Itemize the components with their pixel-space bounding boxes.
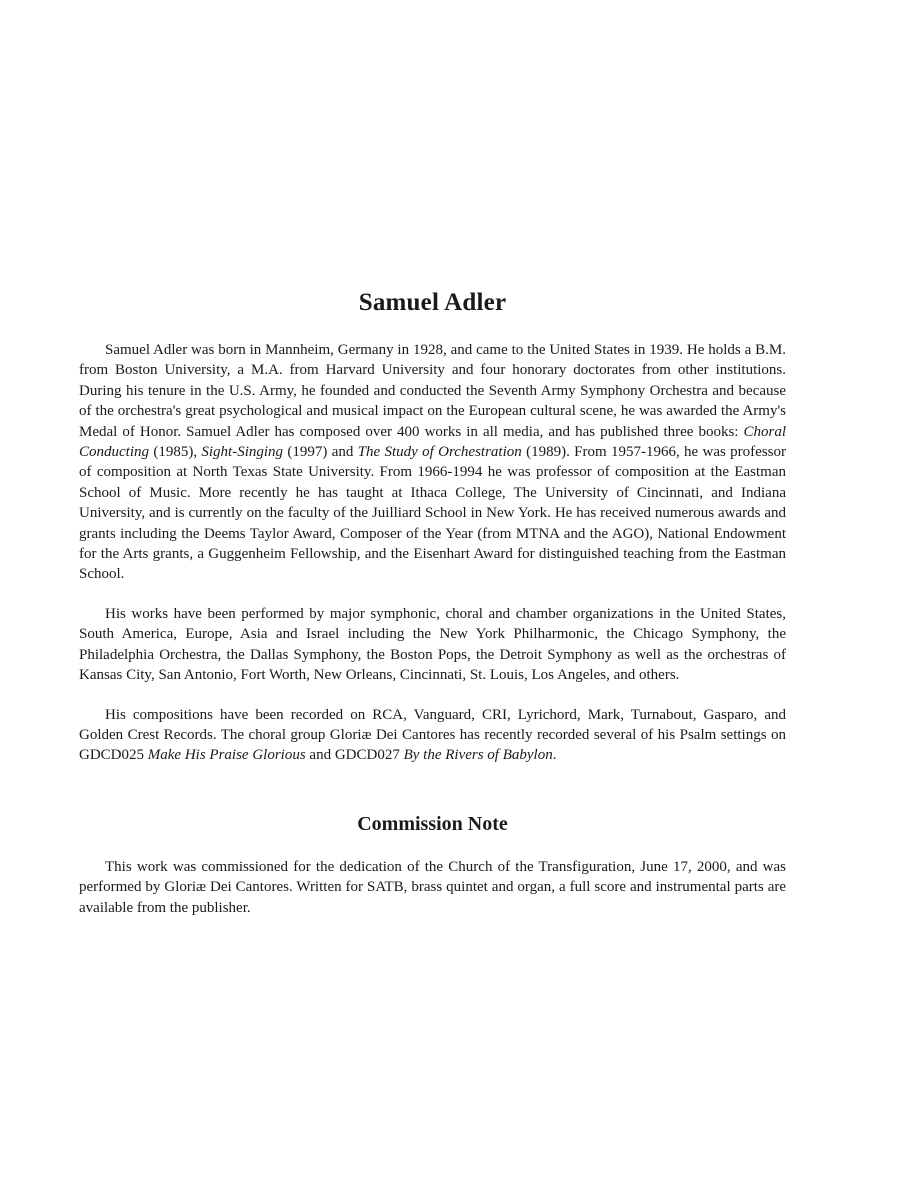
bio-p3-text-2: and GDCD027 <box>305 747 404 764</box>
bio-p1-text-3: (1997) and <box>283 444 358 461</box>
bio-paragraph-3 <box>79 705 786 766</box>
bio-paragraph-1 <box>79 340 786 585</box>
bio-p3-text-3: . <box>552 747 557 764</box>
book-title-sight-singing: Sight-Singing <box>201 444 284 461</box>
commission-note-paragraph: This work was commissioned for the dedication of the Church of the Transfiguration, June 17, 2000, and was performed by Gloriæ Dei Cantores. Written for SATB, brass quintet and organ, a full score and instrumental parts are available from the publisher. <box>79 858 786 916</box>
bio-paragraph-2: His works have been performed by major symphonic, choral and chamber organizations in the United States, South America, Europe, Asia and Israel including the New York Philharmonic, the Chicago Symphony, the Philadelphia Orchestra, the Dallas Symphony, the Boston Pops, the Detroit Symphony as well as the orchestras of Kansas City, San Antonio, Fort Worth, New Orleans, Cincinnati, St. Louis, Los Angeles, and others. <box>79 605 786 684</box>
bio-p1-text-2: (1985), <box>149 444 202 461</box>
album-title-by-the-rivers-of-babylon: By the Rivers of Babylon <box>403 747 553 764</box>
album-title-make-his-praise-glorious: Make His Praise Glorious <box>147 747 306 764</box>
page-title: Samuel Adler <box>358 289 507 316</box>
book-title-study-of-orchestration: The Study of Orchestration <box>357 444 522 461</box>
document-page <box>79 284 786 937</box>
commission-note-section <box>79 857 786 918</box>
bio-p1-text-4: (1989). From 1957-1966, he was professor of composition at North Texas State University. From 1966-1994 he was professor of composition at the Eastman School of Music. More recently he has taught at Ithaca College, The University of Cincinnati, and Indiana University, and is currently on the faculty of the Juilliard School in New York. He has received numerous awards and grants including the Deems Taylor Award, Composer of the Year (from MTNA and the AGO), National Endowment for the Arts grants, a Guggenheim Fellowship, and the Eisenhart Award for distinguished teaching from the Eastman School. <box>79 444 786 583</box>
bio-p1-text-1: Samuel Adler was born in Mannheim, Germany in 1928, and came to the United States in 1939. He holds a B.M. from Boston University, a M.A. from Harvard University and four honorary doctorates from other institutions. During his tenure in the U.S. Army, he founded and conducted the Seventh Army Symphony Orchestra and because of the orchestra's great psychological and musical impact on the European cultural scene, he was awarded the Army's Medal of Honor. Samuel Adler has composed over 400 works in all media, and has published three books: <box>79 342 786 440</box>
bio-p3-text-1: His compositions have been recorded on RCA, Vanguard, CRI, Lyrichord, Mark, Turnabout, Gasparo, and Golden Crest Records. The choral group Gloriæ Dei Cantores has recently recorded several of his Psalm settings on GDCD025 <box>79 706 786 764</box>
biography-section <box>79 340 786 766</box>
book-title-choral-conducting: Choral Conducting <box>79 423 786 461</box>
commission-note-heading: Commission Note <box>357 812 508 835</box>
